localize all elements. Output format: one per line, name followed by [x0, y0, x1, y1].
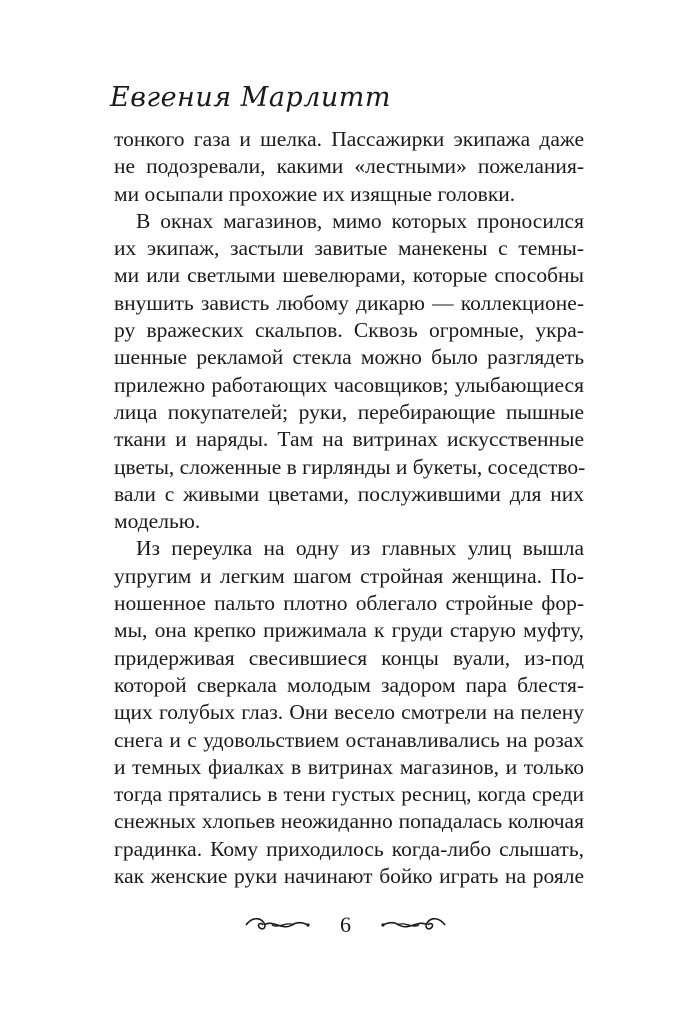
text-line: лица покупателей; руки, перебирающие пышные [114, 399, 584, 424]
text-line: моделью. [114, 509, 201, 534]
text-line: ткани и наряды. Там на витринах искусственные [114, 427, 584, 452]
text-line: В окнах магазинов, мимо которых проносился [136, 208, 584, 233]
text-line: которой сверкала молодым задором пара блестя- [114, 672, 584, 697]
text-line: Из переулка на одну из главных улиц вышла [136, 536, 584, 561]
page-number: 6 [340, 912, 351, 937]
page-footer [0, 905, 691, 945]
text-line: упругим и легким шагом стройная женщина. По- [114, 563, 584, 588]
paragraph [114, 126, 584, 208]
text-line: мы, она крепко прижимала к груди старую муфту, [114, 618, 584, 643]
paragraph [114, 535, 584, 890]
text-line: щих голубых глаз. Они весело смотрели на пелену [114, 700, 584, 725]
text-line: внушить зависть любому дикарю — коллекционе- [114, 290, 584, 315]
text-line: ру вражеских скальпов. Сквозь огромные, укра- [114, 318, 584, 343]
text-line: их экипаж, застыли завитые манекены с темны- [114, 236, 584, 261]
text-line: снега и с удовольствием останавливались на розах [114, 727, 584, 752]
text-line: ми осыпали прохожие их изящные головки. [114, 181, 516, 206]
text-line: прилежно работающих часовщиков; улыбающиеся [114, 372, 584, 397]
text-line: градинка. Кому приходилось когда-либо слышать, [114, 836, 584, 861]
text-line: шенные рекламой стекла можно было разглядеть [114, 345, 584, 370]
text-line: цветы, сложенные в гирлянды и букеты, соседство- [114, 454, 586, 479]
flourish-ornament-icon [242, 913, 312, 937]
body-text [114, 126, 584, 890]
flourish-ornament-icon [379, 913, 449, 937]
text-line: как женские руки начинают бойко играть на рояле [114, 864, 584, 889]
text-line: ми или светлыми шевелюрами, которые способны [114, 263, 584, 288]
text-line: снежных хлопьев неожиданно попадалась колючая [114, 809, 584, 834]
text-line: придерживая свесившиеся концы вуали, из-под [114, 645, 584, 670]
running-head-author: Евгения Марлитт [110, 82, 391, 113]
text-line: тогда прятались в тени густых ресниц, когда среди [114, 782, 584, 807]
paragraph [114, 208, 584, 536]
text-line: не подозревали, какими «лестными» пожелания- [114, 154, 584, 179]
text-line: ношенное пальто плотно облегало стройные фор- [114, 591, 584, 616]
text-line: вали с живыми цветами, послужившими для них [114, 481, 584, 506]
text-line: тонкого газа и шелка. Пассажирки экипажа даже [114, 127, 584, 151]
text-line: и темных фиалках в витринах магазинов, и только [114, 754, 584, 779]
